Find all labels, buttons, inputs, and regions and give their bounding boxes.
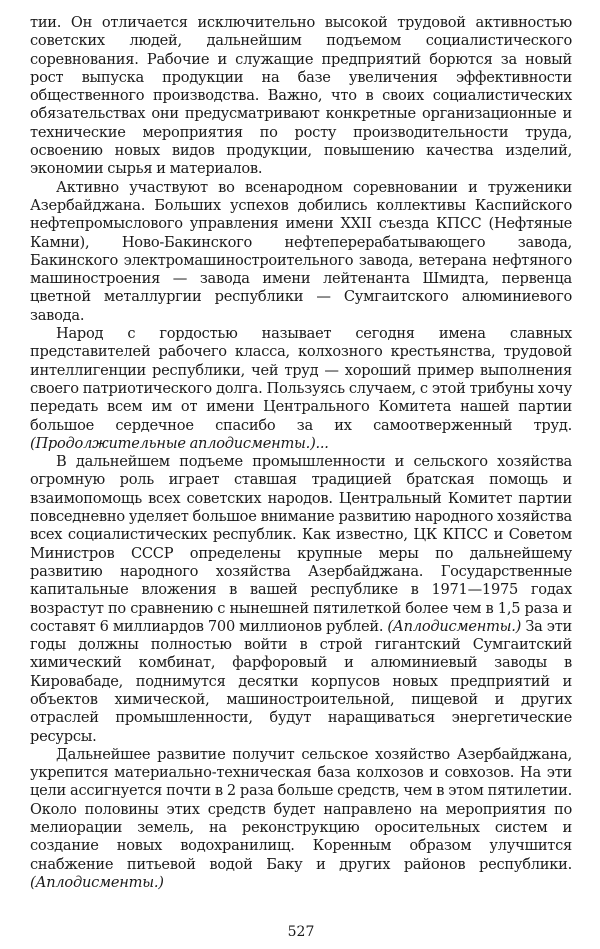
paragraph-azerbaijan-workers (30, 179, 572, 325)
paragraph-people-pride (30, 325, 572, 453)
paragraph-agriculture (30, 746, 572, 892)
body-text (30, 14, 572, 892)
book-page (30, 14, 572, 949)
paragraph-text: Народ с гордостью называет сегодня имена славных представителей рабочего класса, колхозного крестьянства, трудовой интеллигенции республики, чей труд — хороший пример выполнения своего патриотического долга. Пользуясь случаем, с этой трибуны хочу передать всем им от имени Центрального Комитета нашей партии большое сердечное спасибо за их самоотверженный труд. (30, 325, 572, 434)
paragraph-text-tail: За эти годы должны полностью войти в строй гигантский Сумгаитский химический комбинат, фарфоровый и алюминиевый заводы в Кировабаде, поднимутся десятки корпусов новых предприятий и объектов химической, машиностроительной, пищевой и других отраслей промышленности, будут наращиваться энергетические ресурсы. (30, 617, 573, 745)
applause-remark: (Аплодисменты.) (387, 617, 522, 635)
paragraph-text: В дальнейшем подъеме промышленности и сельского хозяйства огромную роль играет ставшая традицией братская помощь и взаимопомощь всех советских народов. Центральный Комитет партии повседневно уделяет большое внимание развитию народного хозяйства всех социалистических республик. Как известно, ЦК КПСС и Советом Министров СССР определены крупные меры по дальнейшему развитию народного хозяйства Азербайджана. Государственные капитальные вложения в вашей республике в 1971—1975 годах возрастут по сравнению с нынешней пятилеткой более чем в 1,5 раза и составят 6 миллиардов 700 миллионов рублей. (30, 453, 572, 635)
applause-remark: (Продолжительные аплодисменты.)... (30, 434, 329, 452)
paragraph-text: тии. Он отличается исключительно высокой трудовой активностью советских людей, дальнейшим подъемом социалистического соревнования. Рабочие и служащие предприятий борются за новый рост выпуска продукции на базе увеличения эффективности общественного производства. Важно, что в своих социалистических обязательствах они предусматривают конкретные организационные и технические мероприятия по росту производительности труда, освоению новых видов продукции, повышению качества изделий, экономии сырья и материалов. (30, 14, 572, 178)
paragraph-text: Дальнейшее развитие получит сельское хозяйство Азербайджана, укрепится материально-техническая база колхозов и совхозов. На эти цели ассигнуется почти в 2 раза больше средств, чем в этом пятилетии. Около половины этих средств будет направлено на мероприятия по мелиорации земель, на реконструкцию оросительных систем и создание новых водохранилищ. Коренным образом улучшится снабжение питьевой водой Баку и других районов республики. (30, 745, 572, 873)
paragraph-industry-development (30, 453, 572, 746)
applause-remark: (Аплодисменты.) (30, 873, 164, 891)
page-number: 527 (287, 924, 315, 940)
paragraph-text: Активно участвуют во всенародном соревновании и труженики Азербайджана. Больших успехов добились коллективы Каспийского нефтепромыслового управления имени XXII съезда КПСС (Нефтяные Камни), Ново-Бакинского нефтеперерабатывающего завода, Бакинского электромашиностроительного завода, ветерана нефтяного машиностроения — завода имени лейтенанта Шмидта, первенца цветной металлургии республики — Сумгаитского алюминиевого завода. (30, 178, 572, 324)
paragraph-continuation (30, 14, 572, 179)
